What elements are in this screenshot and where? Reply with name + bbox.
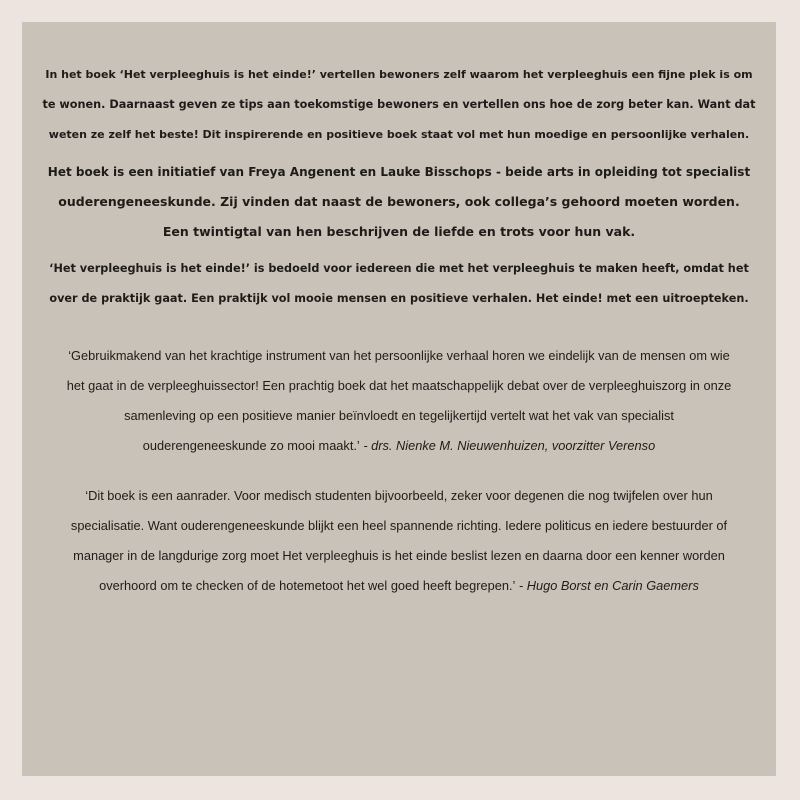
text-line: Het boek is een initiatief van Freya Angenent en Lauke Bisschops - beide arts in opleiding tot specialist xyxy=(47,165,751,179)
quote-text: ouderengeneeskunde zo mooi maakt.’ xyxy=(142,438,360,453)
initiative-paragraph xyxy=(42,157,756,247)
text-line: In het boek ‘Het verpleeghuis is het einde!’ vertellen bewoners zelf waarom het verpleeghuis een fijne plek is om xyxy=(45,68,753,81)
text-line: Een twintigtal van hen beschrijven de liefde en trots voor hun vak. xyxy=(162,224,636,239)
quote-borst xyxy=(42,481,756,601)
text-panel xyxy=(22,22,776,776)
text-line: te wonen. Daarnaast geven ze tips aan toekomstige bewoners en vertellen ons hoe de zorg beter kan. Want dat xyxy=(42,98,756,111)
text-line: ‘Dit boek is een aanrader. Voor medisch studenten bijvoorbeeld, zeker voor degenen die nog twijfelen over hun xyxy=(85,488,713,503)
text-line-with-attribution xyxy=(42,431,756,461)
quote-verenso xyxy=(42,341,756,461)
intro-paragraph xyxy=(42,60,756,150)
quote-attribution: - drs. Nienke M. Nieuwenhuizen, voorzitter Verenso xyxy=(359,438,656,453)
text-line: manager in de langdurige zorg moet Het verpleeghuis is het einde beslist lezen en daarna door een kenner worden xyxy=(73,548,725,563)
quote-text: overhoord om te checken of de hotemetoot het wel goed heeft begrepen.’ xyxy=(99,578,516,593)
text-line: ‘Gebruikmakend van het krachtige instrument van het persoonlijke verhaal horen we eindelijk van de mensen om wie xyxy=(68,348,730,363)
audience-paragraph xyxy=(42,254,756,314)
text-line: het gaat in de verpleeghuissector! Een prachtig boek dat het maatschappelijk debat over de verpleeghuiszorg in onze xyxy=(66,378,732,393)
text-line: samenleving op een positieve manier beïnvloedt en tegelijkertijd vertelt wat het vak van specialist xyxy=(124,408,674,423)
quote-attribution: - Hugo Borst en Carin Gaemers xyxy=(515,578,699,593)
text-line-with-attribution xyxy=(42,571,756,601)
text-line: over de praktijk gaat. Een praktijk vol mooie mensen en positieve verhalen. Het einde! met een uitroepteken. xyxy=(49,292,749,305)
text-line: ‘Het verpleeghuis is het einde!’ is bedoeld voor iedereen die met het verpleeghuis te maken heeft, omdat het xyxy=(49,262,749,275)
text-line: specialisatie. Want ouderengeneeskunde blijkt een heel spannende richting. Iedere politicus en iedere bestuurder of xyxy=(70,518,728,533)
text-line: ouderengeneeskunde. Zij vinden dat naast de bewoners, ook collega’s gehoord moeten worden. xyxy=(58,194,740,209)
text-line: weten ze zelf het beste! Dit inspirerende en positieve boek staat vol met hun moedige en persoonlijke verhalen. xyxy=(48,128,750,141)
